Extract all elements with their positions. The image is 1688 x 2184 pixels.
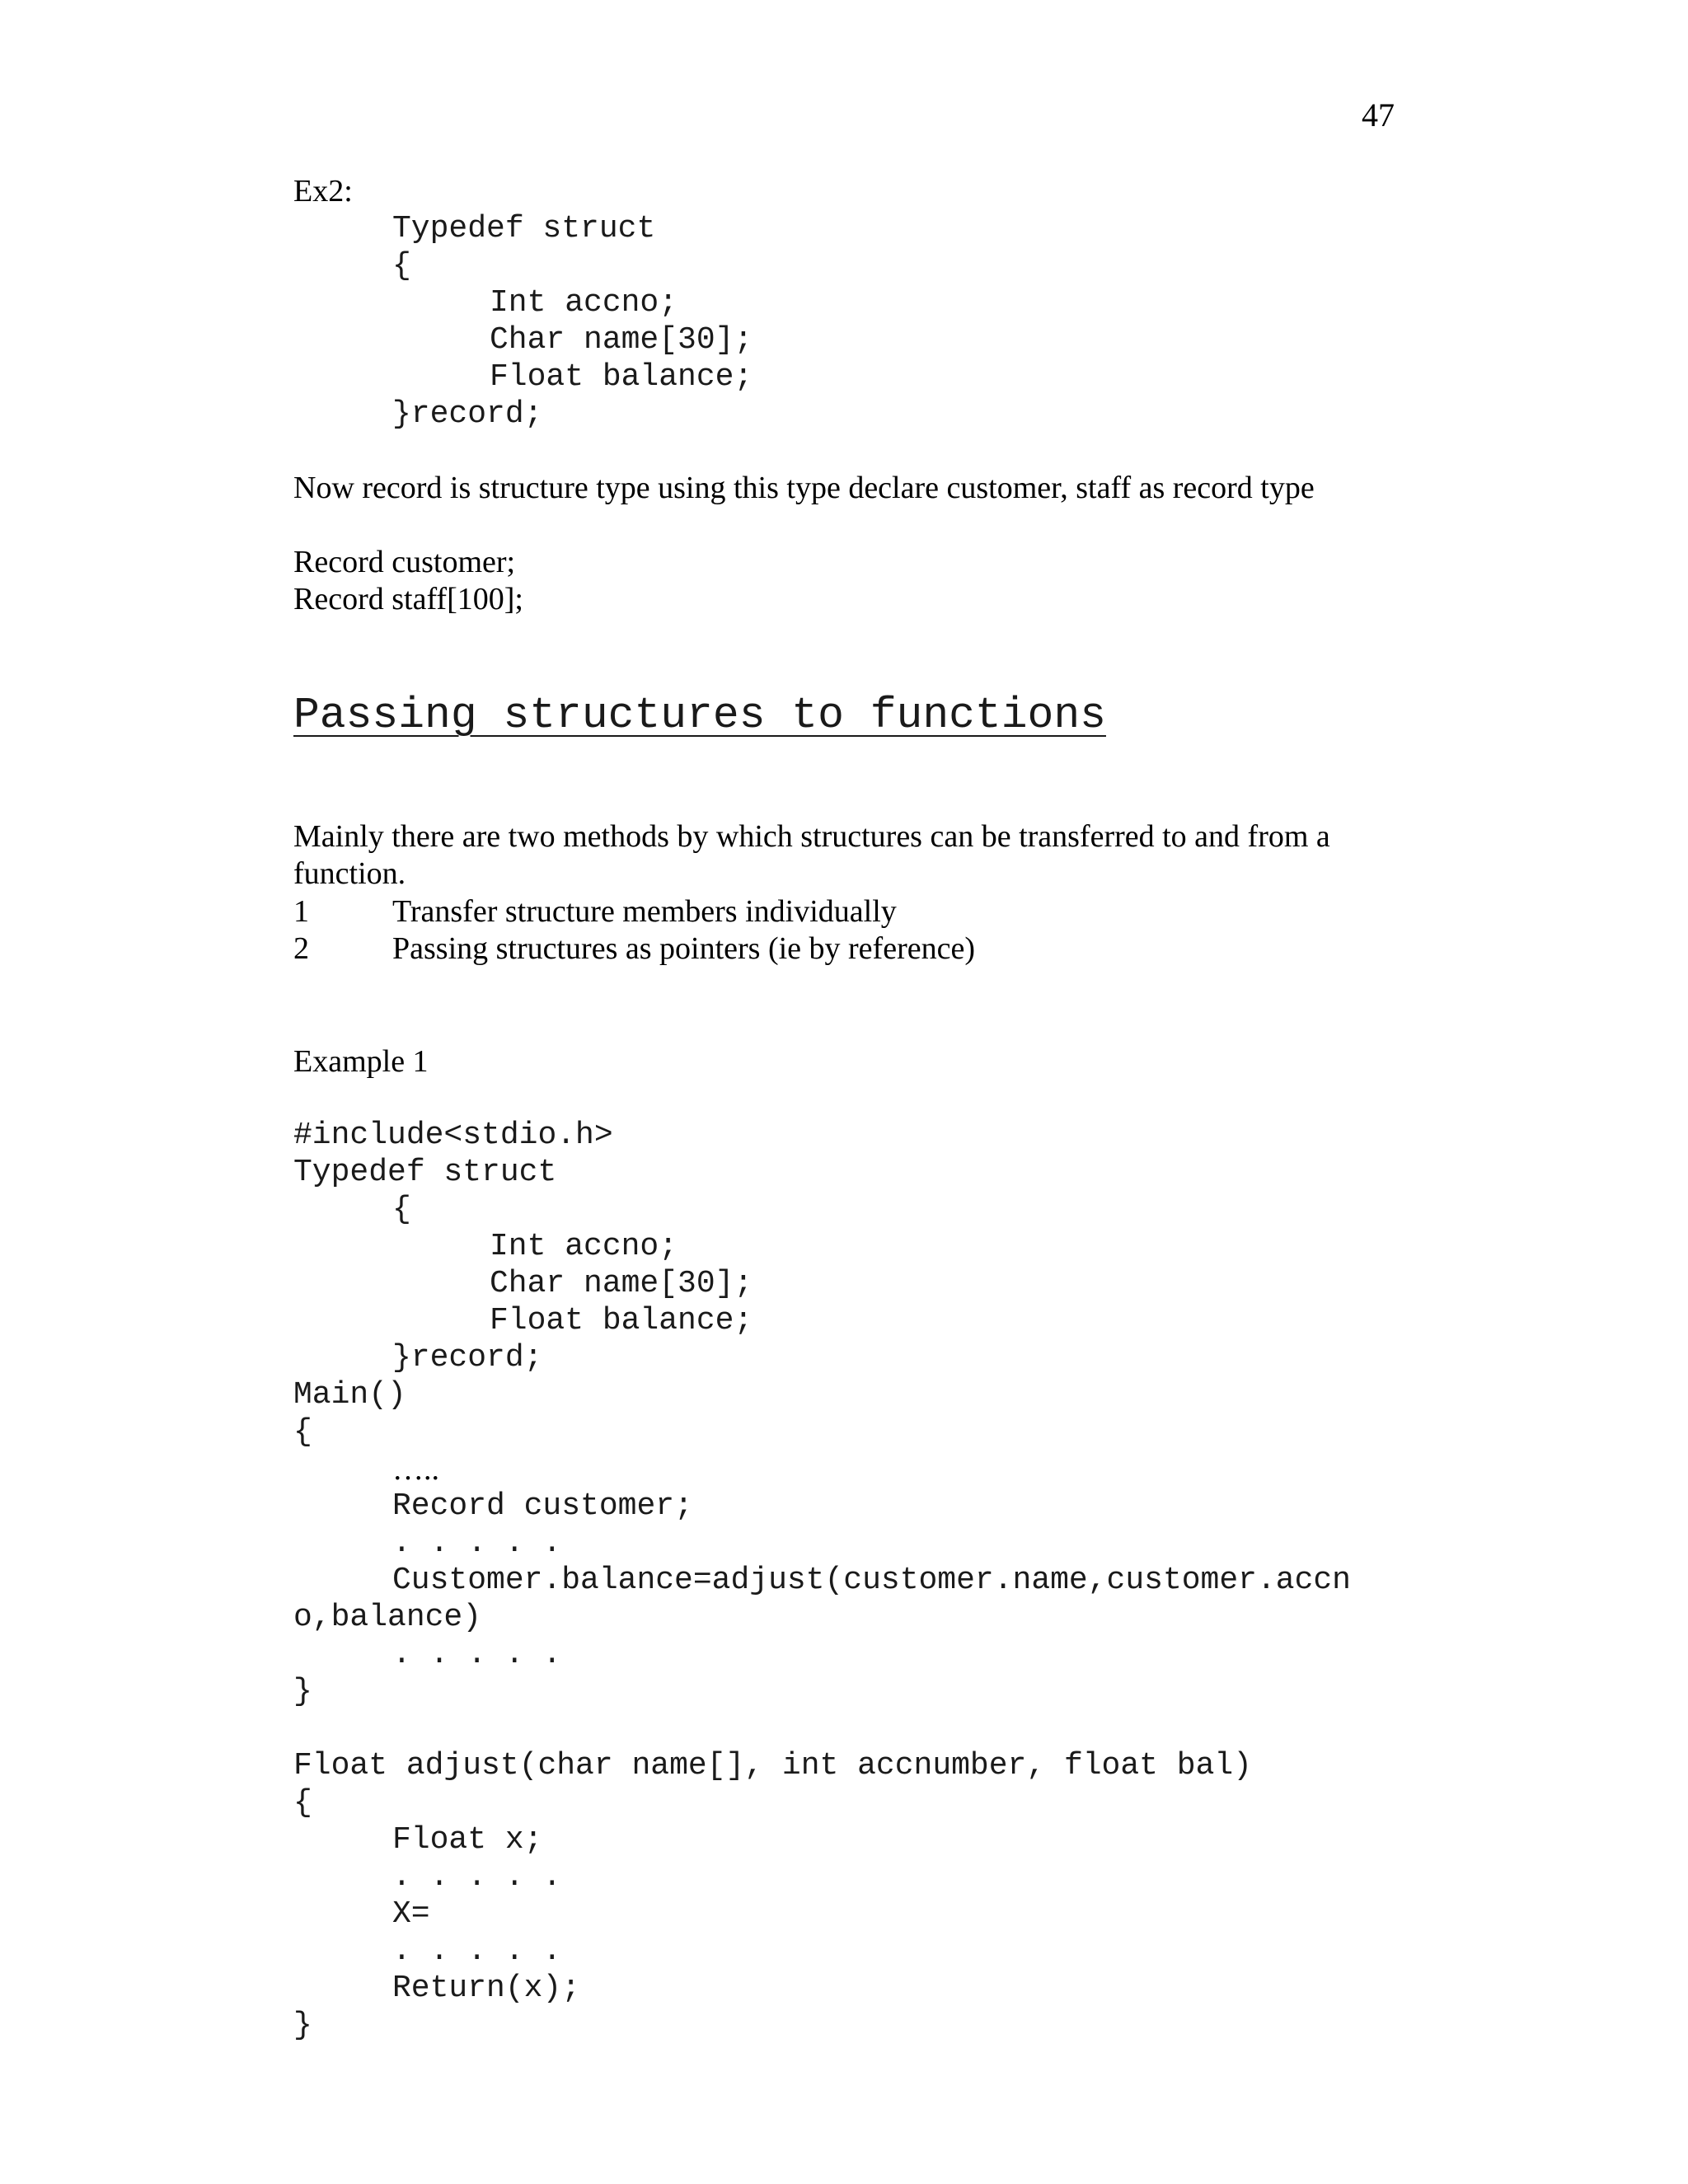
code-line: { bbox=[392, 248, 411, 284]
list-item-text: Transfer structure members individually bbox=[392, 894, 897, 929]
code-line: . . . . . bbox=[392, 1933, 562, 1969]
code-line: }record; bbox=[392, 1340, 543, 1376]
code-line: Typedef struct bbox=[293, 1155, 557, 1190]
example-label: Example 1 bbox=[293, 1044, 429, 1079]
code-line: X= bbox=[392, 1896, 430, 1932]
declaration-line: Record staff[100]; bbox=[293, 582, 523, 616]
code-line: Char name[30]; bbox=[490, 1266, 753, 1301]
code-line: } bbox=[293, 1674, 312, 1709]
code-line: { bbox=[392, 1192, 411, 1227]
code-line: Float balance; bbox=[490, 1303, 753, 1338]
code-line: o,balance) bbox=[293, 1600, 482, 1635]
code-line: Typedef struct bbox=[392, 211, 656, 246]
paragraph: Now record is structure type using this type declare customer, staff as record type bbox=[293, 471, 1315, 505]
code-line: Record customer; bbox=[392, 1488, 693, 1524]
code-line: . . . . . bbox=[392, 1859, 562, 1895]
code-line: Float adjust(char name[], int accnumber, float bal) bbox=[293, 1748, 1252, 1783]
code-line: Customer.balance=adjust(customer.name,customer.accn bbox=[392, 1563, 1351, 1598]
code-line: Int accno; bbox=[490, 1229, 678, 1264]
page-number: 47 bbox=[1362, 96, 1395, 134]
code-line: Return(x); bbox=[392, 1971, 581, 2006]
code-line: Int accno; bbox=[490, 285, 678, 321]
code-line: Float balance; bbox=[490, 359, 753, 395]
code-line: { bbox=[293, 1785, 312, 1821]
list-item-number: 2 bbox=[293, 931, 309, 966]
section-heading: Passing structures to functions bbox=[293, 691, 1106, 740]
paragraph-line: function. bbox=[293, 856, 406, 891]
code-line: . . . . . bbox=[392, 1526, 562, 1561]
declaration-line: Record customer; bbox=[293, 545, 516, 579]
code-line: } bbox=[293, 2008, 312, 2043]
paragraph-line: Mainly there are two methods by which structures can be transferred to and from a bbox=[293, 819, 1330, 854]
code-line: { bbox=[293, 1414, 312, 1450]
ex2-label: Ex2: bbox=[293, 174, 353, 209]
code-line: Main() bbox=[293, 1377, 406, 1413]
code-line: Char name[30]; bbox=[490, 322, 753, 358]
code-line: }record; bbox=[392, 396, 543, 432]
code-line: Float x; bbox=[392, 1822, 543, 1858]
code-line: #include<stdio.h> bbox=[293, 1118, 613, 1153]
list-item-text: Passing structures as pointers (ie by reference) bbox=[392, 931, 975, 966]
code-line: . . . . . bbox=[392, 1637, 562, 1672]
list-item-number: 1 bbox=[293, 894, 309, 929]
code-line: ….. bbox=[392, 1452, 439, 1487]
